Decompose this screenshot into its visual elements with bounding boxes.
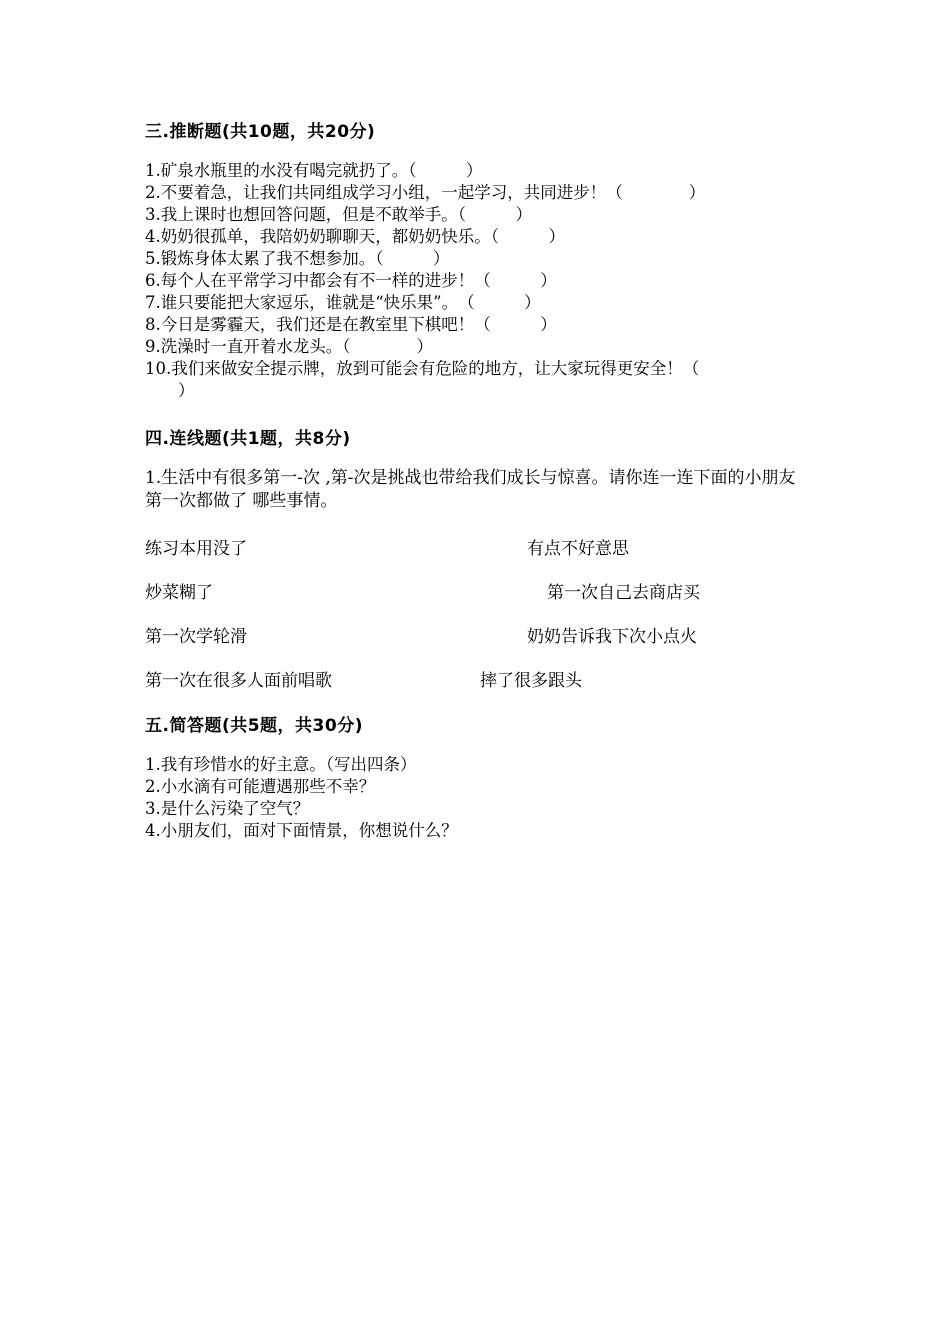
question-item: 1.我有珍惜水的好主意。（写出四条） [145,755,417,774]
question-item: 2.不要着急，让我们共同组成学习小组，一起学习，共同进步！（ ） [145,183,706,202]
match-left-item: 第一次学轮滑 [145,627,247,647]
match-right-item: 奶奶告诉我下次小点火 [527,627,697,647]
question-item: 5.锻炼身体太累了我不想参加。（ ） [145,249,450,268]
matching-question: 1.生活中有很多第一-次 ,第-次是挑战也带给我们成长与惊喜。请你连一连下面的小朋友第一次都做了 哪些事情。 [145,468,796,511]
question-item: 10.我们来做安全提示牌，放到可能会有危险的地方，让大家玩得更安全！（ [145,359,700,378]
question-item: 3.我上课时也想回答问题，但是不敢举手。（ ） [145,205,532,224]
question-item: 1.矿泉水瓶里的水没有喝完就扔了。（ ） [145,161,483,180]
section-3-heading: 三.推断题(共10题，共20分) [145,122,376,142]
question-item: 4.小朋友们，面对下面情景，你想说什么？ [145,821,458,840]
question-item: 4.奶奶很孤单，我陪奶奶聊聊天，都奶奶快乐。（ ） [145,227,565,246]
match-left-item: 第一次在很多人面前唱歌 [145,671,332,691]
match-right-item: 第一次自己去商店买 [547,583,700,603]
question-item: 3.是什么污染了空气？ [145,799,310,818]
match-left-item: 练习本用没了 [145,539,247,559]
question-item: 9.洗澡时一直开着水龙头。（ ） [145,337,433,356]
question-item: 8.今日是雾霾天，我们还是在教室里下棋吧！（ ） [145,315,557,334]
question-item: 7.谁只要能把大家逗乐，谁就是“快乐果”。 （ ） [145,293,541,312]
question-item: 2.小水滴有可能遭遇那些不幸？ [145,777,376,796]
section-5-heading: 五.简答题(共5题，共30分) [145,716,363,736]
question-item-continuation: ） [145,381,195,400]
section-4-heading: 四.连线题(共1题，共8分) [145,429,351,449]
match-left-item: 炒菜糊了 [145,583,213,603]
question-item: 6.每个人在平常学习中都会有不一样的进步！（ ） [145,271,557,290]
match-right-item: 有点不好意思 [527,539,629,559]
match-right-item: 摔了很多跟头 [480,671,582,691]
